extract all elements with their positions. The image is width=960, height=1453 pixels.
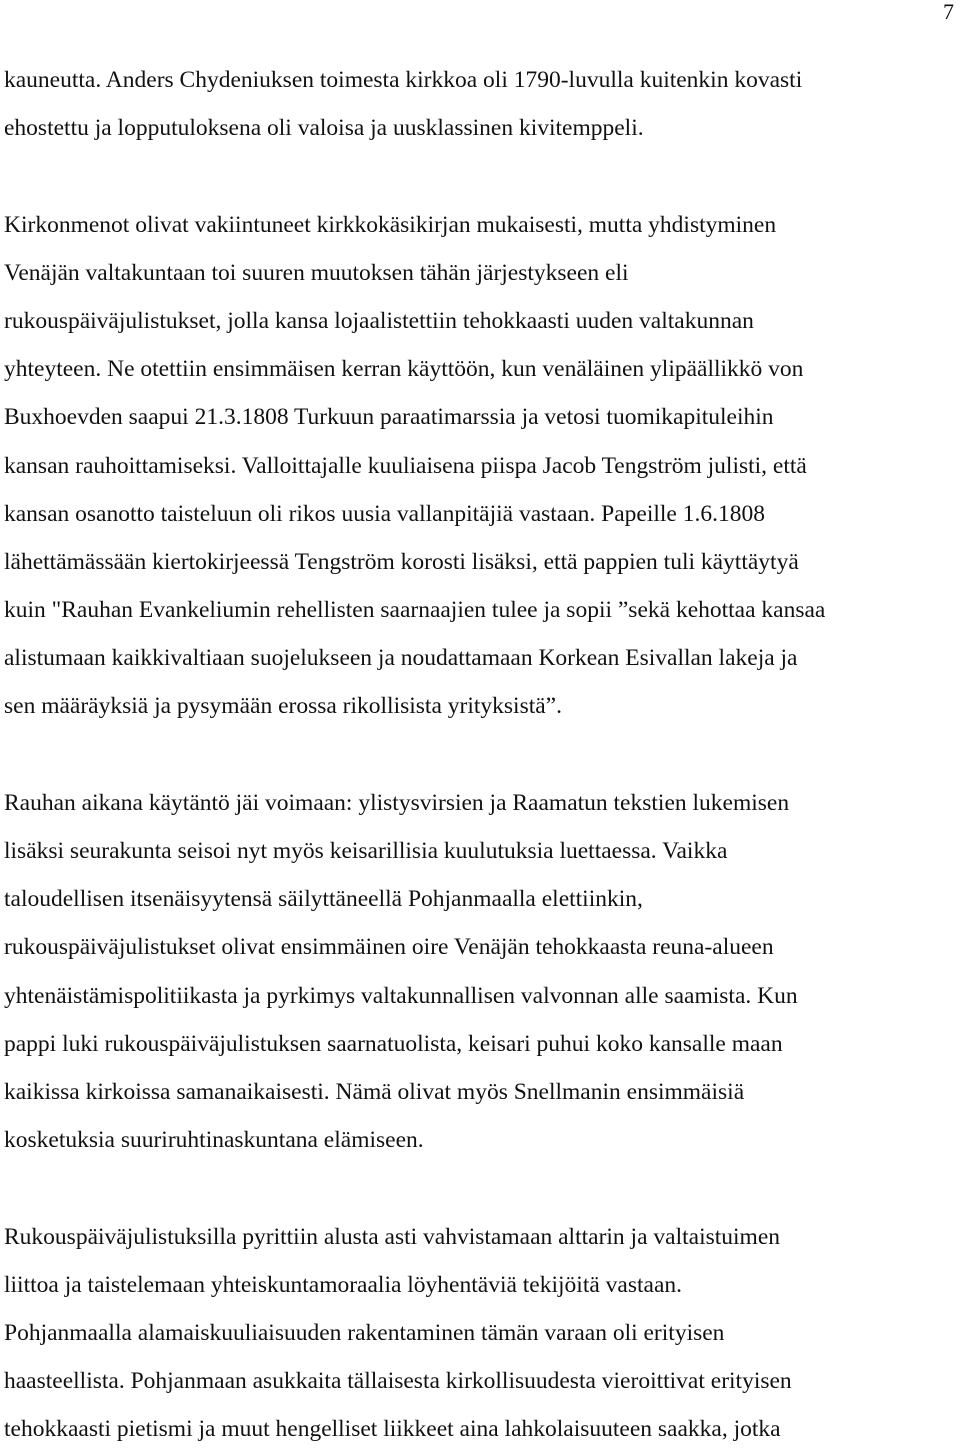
text-line: Venäjän valtakuntaan toi suuren muutoksen tähän järjestykseen eli (4, 259, 629, 286)
text-line: lisäksi seurakunta seisoi nyt myös keisarillisia kuulutuksia luettaessa. Vaikka (4, 838, 728, 864)
text-line: Rauhan aikana käytäntö jäi voimaan: ylistysvirsien ja Raamatun tekstien lukemisen (4, 789, 790, 816)
text-line: Buxhoevden saapui 21.3.1808 Turkuun paraatimarssia ja vetosi tuomikapituleihin (4, 404, 774, 431)
text-line: Rukouspäiväjulistuksilla pyrittiin alusta asti vahvistamaan alttarin ja valtaistuimen (4, 1223, 781, 1250)
document-body (4, 56, 954, 1453)
text-line: kansan rauhoittamiseksi. Valloittajalle kuuliaisena piispa Jacob Tengström julisti, että (4, 452, 807, 479)
text-line: lähettämässään kiertokirjeessä Tengström korosti lisäksi, että pappien tuli käyttäytyä (4, 548, 799, 575)
text-line: kaikissa kirkoissa samanaikaisesti. Nämä olivat myös Snellmanin ensimmäisiä (4, 1078, 745, 1105)
text-line: taloudellisen itsenäisyytensä säilyttäneellä Pohjanmaalla elettiinkin, (4, 886, 643, 913)
text-line: kuin "Rauhan Evankeliumin rehellisten saarnaajien tulee ja sopii ”sekä kehottaa kansaa (4, 597, 826, 624)
text-line: sen määräyksiä ja pysymään erossa rikollisista yrityksistä”. (4, 693, 562, 720)
text-line: Pohjanmaalla alamaiskuuliaisuuden rakentaminen tämän varaan oli erityisen (4, 1319, 725, 1346)
text-line: alistumaan kaikkivaltiaan suojelukseen ja noudattamaan Korkean Esivallan lakeja ja (4, 645, 798, 672)
text-line: yhtenäistämispolitiikasta ja pyrkimys valtakunnallisen valvonnan alle saamista. Kun (4, 982, 798, 1009)
text-line: Kirkonmenot olivat vakiintuneet kirkkokäsikirjan mukaisesti, mutta yhdistyminen (4, 211, 777, 238)
text-line: liittoa ja taistelemaan yhteiskuntamoraalia löyhentäviä tekijöitä vastaan. (4, 1271, 683, 1298)
paragraph-gap (4, 731, 954, 779)
text-line: tehokkaasti pietismi ja muut hengelliset liikkeet aina lahkolaisuuteen saakka, jotka (4, 1416, 781, 1443)
paragraph-gap (4, 1164, 954, 1212)
text-line: rukouspäiväjulistukset olivat ensimmäinen oire Venäjän tehokkaasta reuna-alueen (4, 934, 774, 961)
text-line: haasteellista. Pohjanmaan asukkaita tällaisesta kirkollisuudesta vieroittivat erityisen (4, 1368, 792, 1395)
text-line: rukouspäiväjulistukset, jolla kansa lojaalistettiin tehokkaasti uuden valtakunnan (4, 307, 754, 334)
text-line: kansan osanotto taisteluun oli rikos uusia vallanpitäjiä vastaan. Papeille 1.6.1808 (4, 500, 765, 527)
text-line: kauneutta. Anders Chydeniuksen toimesta kirkkoa oli 1790-luvulla kuitenkin kovasti (4, 67, 803, 93)
text-line: ehostettu ja lopputuloksena oli valoisa ja uusklassinen kivitemppeli. (4, 115, 644, 142)
paragraph-gap (4, 152, 954, 200)
text-line: yhteyteen. Ne otettiin ensimmäisen kerran käyttöön, kun venäläinen ylipäällikkö von (4, 356, 804, 383)
text-line: kosketuksia suuriruhtinaskuntana elämiseen. (4, 1127, 424, 1154)
text-line: pappi luki rukouspäiväjulistuksen saarnatuolista, keisari puhui koko kansalle maan (4, 1030, 783, 1057)
page-number: 7 (943, 0, 954, 24)
